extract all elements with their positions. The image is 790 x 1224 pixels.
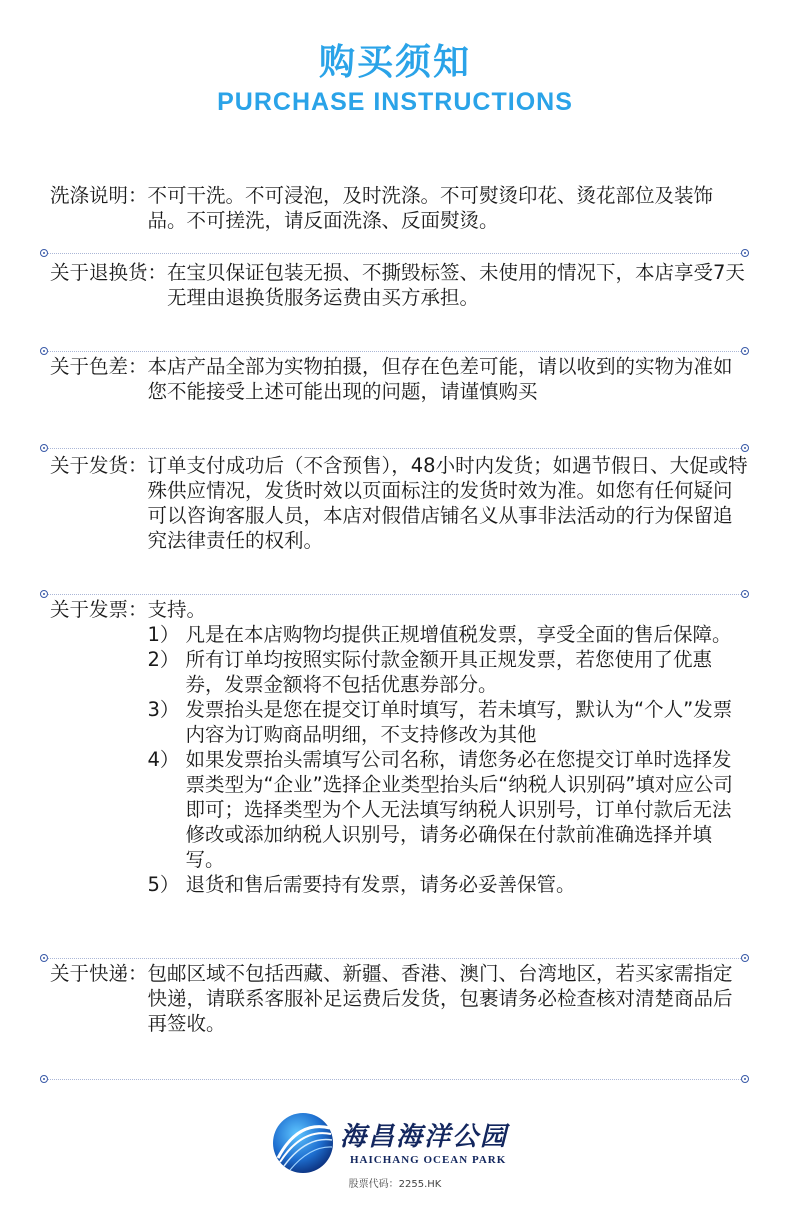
divider-line (45, 958, 745, 959)
list-item (148, 622, 750, 647)
returns-label: 关于退换货： (50, 261, 168, 284)
list-item (148, 697, 750, 747)
globe-icon (270, 1110, 336, 1176)
divider-dot (40, 590, 48, 598)
list-item-number: 2） (147, 648, 180, 671)
shipping-text: 订单支付成功后（不含预售），48小时内发货；如遇节假日、大促或特殊供应情况，发货时效以页面标注的发货时效为准。如您有任何疑问可以咨询客服人员，本店对假借店铺名义从事非法活动的行为保留追究法律责任的权利。 (147, 454, 748, 552)
list-item-number: 1） (147, 623, 180, 646)
list-item (148, 872, 750, 897)
shipping-section (50, 453, 750, 553)
color-text: 本店产品全部为实物拍摄，但存在色差可能，请以收到的实物为准如您不能接受上述可能出现的问题，请谨慎购买 (147, 355, 733, 403)
list-item-text: 退货和售后需要持有发票，请务必妥善保管。 (185, 873, 576, 896)
returns-text: 在宝贝保证包装无损、不撕毁标签、未使用的情况下，本店享受7天无理由退换货服务运费由买方承担。 (167, 261, 745, 309)
list-item-number: 4） (147, 748, 180, 771)
logo-name-cn: 海昌海洋公园 (340, 1122, 509, 1152)
returns-section (50, 260, 750, 310)
divider-dot (40, 1075, 48, 1083)
divider-dot (40, 347, 48, 355)
washing-section (50, 183, 750, 233)
list-item-number: 5） (147, 873, 180, 896)
divider-dot (40, 249, 48, 257)
divider-dot (40, 444, 48, 452)
color-section (50, 354, 750, 404)
stock-code: 股票代码：2255.HK (348, 1179, 442, 1190)
divider-dot (40, 954, 48, 962)
divider-line (45, 448, 745, 449)
page-subtitle: PURCHASE INSTRUCTIONS (217, 88, 573, 116)
express-text: 包邮区域不包括西藏、新疆、香港、澳门、台湾地区，若买家需指定快递，请联系客服补足运费后发货，包裹请务必检查核对清楚商品后再签收。 (147, 962, 733, 1035)
list-item-text: 凡是在本店购物均提供正规增值税发票，享受全面的售后保障。 (185, 623, 732, 646)
invoice-label: 关于发票： (50, 598, 148, 621)
list-item-text: 发票抬头是您在提交订单时填写，若未填写，默认为“个人”发票内容为订购商品明细，不支持修改为其他 (185, 698, 733, 746)
express-section (50, 961, 750, 1036)
invoice-section (50, 597, 750, 897)
divider-line (45, 1079, 745, 1080)
express-label: 关于快递： (50, 962, 148, 985)
washing-label: 洗涤说明： (50, 184, 148, 207)
washing-text: 不可干洗。不可浸泡，及时洗涤。不可熨烫印花、烫花部位及装饰品。不可搓洗，请反面洗涤、反面熨烫。 (147, 184, 714, 232)
invoice-intro: 支持。 (147, 598, 207, 621)
list-item (148, 647, 750, 697)
color-label: 关于色差： (50, 355, 148, 378)
list-item-text: 如果发票抬头需填写公司名称，请您务必在您提交订单时选择发票类型为“企业”选择企业类型抬头后“纳税人识别码”填对应公司即可；选择类型为个人无法填写纳税人识别号，订单付款后无法修改或添加纳税人识别号，请务必确保在付款前准确选择并填写。 (185, 748, 733, 871)
divider-dot (741, 249, 749, 257)
logo-name-en: HAICHANG OCEAN PARK (350, 1154, 507, 1166)
divider-line (45, 594, 745, 595)
divider-line (45, 351, 745, 352)
page-title: 购买须知 (318, 42, 471, 83)
divider-dot (741, 1075, 749, 1083)
shipping-label: 关于发货： (50, 454, 148, 477)
divider-dot (741, 444, 749, 452)
list-item-number: 3） (147, 698, 180, 721)
divider-line (45, 253, 745, 254)
list-item (148, 747, 750, 872)
list-item-text: 所有订单均按照实际付款金额开具正规发票，若您使用了优惠券，发票金额将不包括优惠券部分。 (185, 648, 713, 696)
